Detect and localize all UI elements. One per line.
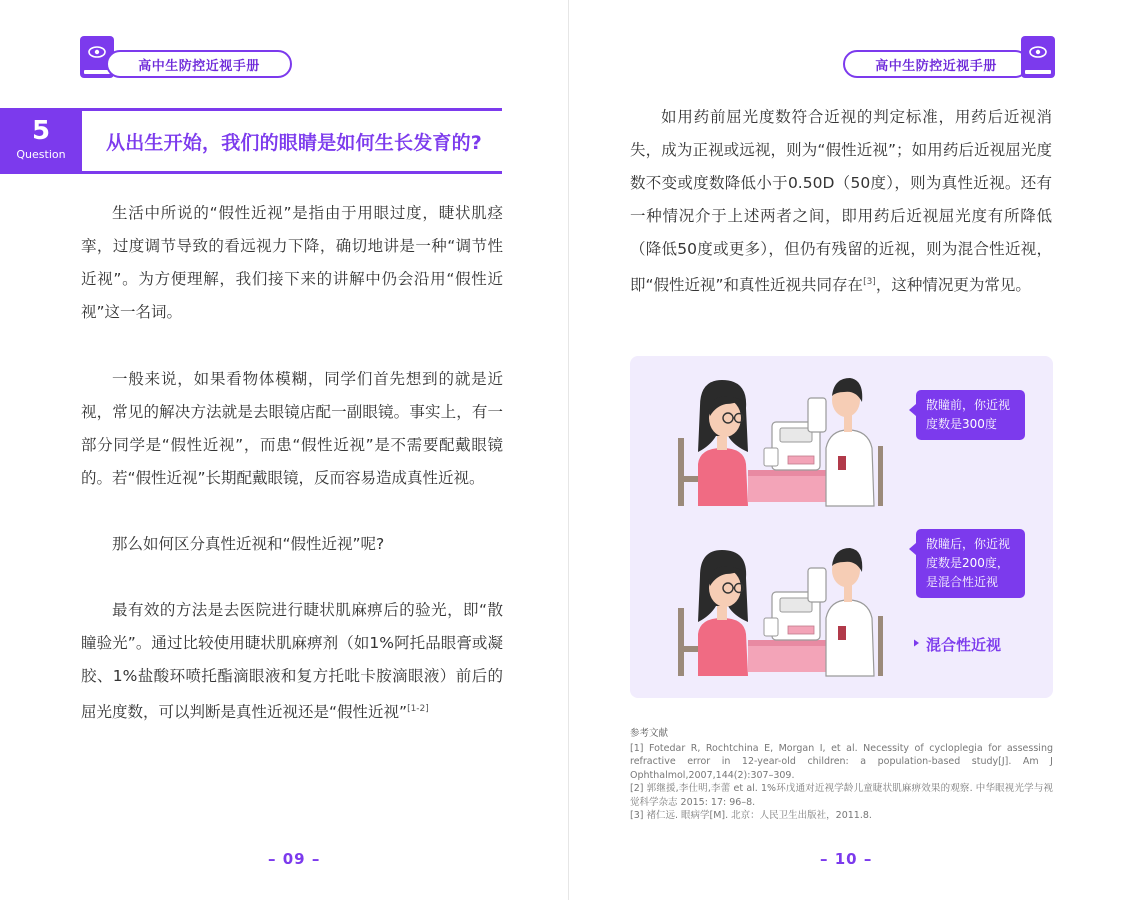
speech-bubble-after	[916, 529, 1025, 598]
mixed-myopia-label: 混合性近视	[926, 636, 1002, 654]
reference-3: [3] 褚仁远. 眼病学[M]. 北京：人民卫生出版社，2011.8.	[630, 810, 872, 821]
paragraph-right	[630, 101, 1052, 302]
section-title: 从出生开始，我们的眼睛是如何生长发育的?	[106, 132, 483, 154]
question-word: Question	[16, 148, 66, 161]
bubble-after-line-2: 度数是200度，	[926, 556, 1009, 570]
pointer-triangle-icon	[914, 640, 919, 647]
references-title: 参考文献	[630, 728, 669, 739]
scene-after	[678, 548, 883, 676]
bubble-before-line-2: 度数是300度	[926, 417, 997, 431]
bubble-before-line-1: 散瞳前，你近视	[926, 398, 1011, 412]
bubble-after-line-3: 是混合性近视	[926, 575, 999, 589]
book-title-tab	[106, 50, 292, 78]
left-page	[0, 0, 568, 900]
speech-bubble-before	[916, 390, 1025, 440]
page-number-right: – 10 –	[820, 850, 873, 868]
paragraph-2: 一般来说，如果看物体模糊，同学们首先想到的就是近视，常见的解决方法就是去眼镜店配一副眼镜。事实上，有一部分同学是“假性近视”，而患“假性近视”是不需要配戴眼镜的。若“假性近视”长期配戴眼镜，反而容易造成真性近视。	[81, 370, 503, 487]
book-title-tab-right	[843, 50, 1029, 78]
title-rule-top	[82, 108, 502, 111]
references	[630, 727, 1053, 823]
paragraph-3: 那么如何区分真性近视和“假性近视”呢?	[112, 535, 385, 553]
bubble-after-line-1: 散瞳后，你近视	[926, 537, 1011, 551]
book-title: 高中生防控近视手册	[138, 58, 260, 74]
book-title-right: 高中生防控近视手册	[875, 58, 997, 74]
page-number-left: – 09 –	[268, 850, 321, 868]
eye-icon-right	[1029, 46, 1047, 58]
eye-exam-illustration	[630, 356, 1053, 698]
paragraph-right-text: 如用药前屈光度数符合近视的判定标准，用药后近视消失，成为正视或远视，则为“假性近视”；如用药后近视屈光度数不变或度数降低小于0.50D（50度），则为真性近视。还有一种情况介于上述两者之间，即用药后近视屈光度有所降低（降低50度或更多），但仍有残留的近视，则为混合性近视，即“假性近视”和真性近视共同存在	[630, 108, 1052, 295]
paragraph-right-tail: ，这种情况更为常见。	[875, 276, 1031, 295]
title-rule-bottom	[82, 171, 502, 174]
paragraph-1: 生活中所说的“假性近视”是指由于用眼过度，睫状肌痉挛，过度调节导致的看远视力下降，确切地讲是一种“调节性近视”。为方便理解，我们接下来的讲解中仍会沿用“假性近视”这一名词。	[81, 204, 503, 321]
paragraph-4	[81, 594, 503, 729]
reference-1: [1] Fotedar R, Rochtchina E, Morgan I, et al. Necessity of cycloplegia for assessing refractive error in 12-year-old children: a population-based study[J]. Am J Ophthalmol,2007,144(2):307–309.	[630, 742, 1053, 781]
question-number: 5	[31, 116, 51, 146]
book-icon-right	[1021, 36, 1055, 78]
citation-mark-right: [3]	[863, 277, 876, 287]
paragraph-4-text: 最有效的方法是去医院进行睫状肌麻痹后的验光，即“散瞳验光”。通过比较使用睫状肌麻痹剂（如1%阿托品眼膏或凝胶、1%盐酸环喷托酯滴眼液和复方托吡卡胺滴眼液）前后的屈光度数，可以判断是真性近视还是“假性近视”	[81, 601, 503, 722]
citation-mark: [1-2]	[407, 704, 429, 714]
scene-before	[678, 378, 883, 506]
eye-icon	[88, 46, 106, 58]
reference-2: [2] 郭继援,李仕明,李蕾 et al. 1%环戊通对近视学龄儿童睫状肌麻痹效果的观察. 中华眼视光学与视觉科学杂志 2015: 17: 96–8.	[630, 783, 1053, 808]
question-badge	[0, 108, 82, 174]
